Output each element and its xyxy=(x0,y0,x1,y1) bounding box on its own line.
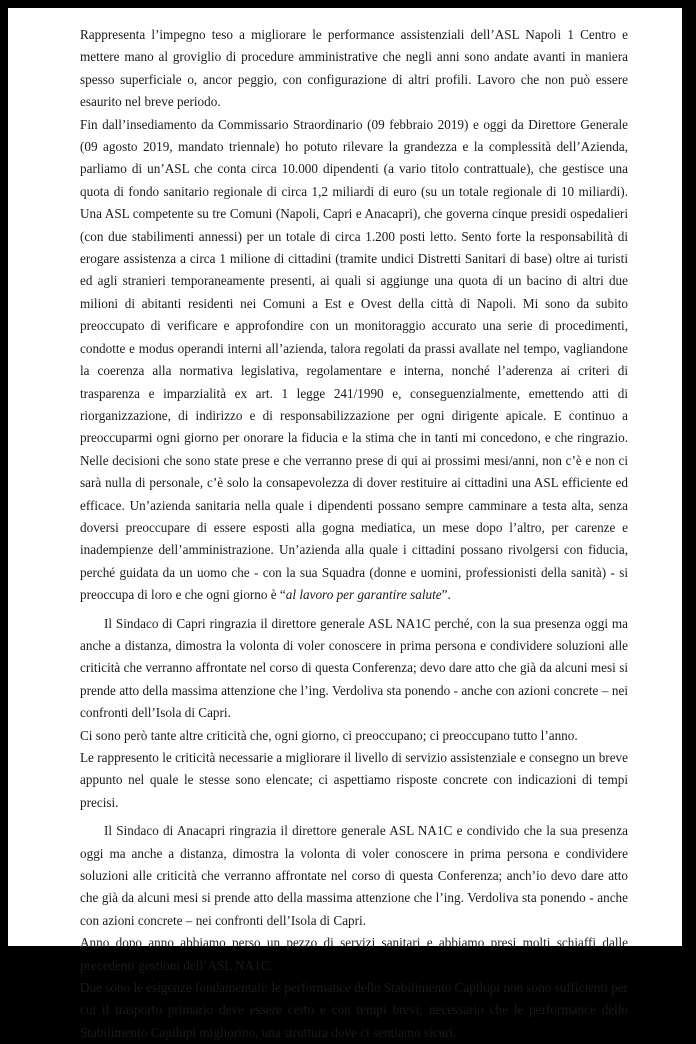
paragraph-sindaco-capri: Il Sindaco di Capri ringrazia il direttore generale ASL NA1C perché, con la sua presenza oggi ma anche a distanza, dimostra la volonta di voler conoscere in prima persona e condividere soluzioni alle criticità che verranno affrontate nel corso di questa Conferenza; devo dare atto che già da alcuni mesi si prende atto della massima attenzione che l’ing. Verdoliva sta ponendo - anche con azioni concrete – nei confronti dell’Isola di Capri. xyxy=(80,615,628,721)
document-body xyxy=(80,24,628,1044)
paragraph-sindaco-anacapri: Il Sindaco di Anacapri ringrazia il direttore generale ASL NA1C e condivido che la sua presenza oggi ma anche a distanza, dimostra la volonta di voler conoscere in prima persona e condividere soluzioni alle criticità che verranno affrontate nel corso di questa Conferenza; anch’io devo dare atto che già da alcuni mesi si prende atto della massima attenzione che l’ing. Verdoliva sta ponendo - anche con azioni concrete – nei confronti dell’Isola di Capri. xyxy=(80,823,628,928)
paragraph-insediamento xyxy=(80,114,628,607)
quote-emphasis: al lavoro per garantire salute xyxy=(285,587,442,603)
paragraph-rappresento: Le rappresento le criticità necessarie a migliorare il livello di servizio assistenziale e consegno un breve appunto nel quale le stesse sono elencate; ci aspettiamo risposte concrete con indicazioni di tempi precisi. xyxy=(80,750,628,810)
document-page xyxy=(8,8,682,1040)
quote-close: ”. xyxy=(441,587,451,603)
paragraph-intro: Rappresenta l’impegno teso a migliorare le performance assistenziali dell’ASL Napoli 1 Centro e mettere mano al groviglio di procedure amministrative che negli anni sono andate avanti in maniera spesso superficiale o, ancor peggio, con configurazione di altri profili. Lavoro che non può essere esaurito nel breve periodo. xyxy=(80,27,628,110)
paragraph-esigenze: Due sono le esigenze fondamentali: le performance dello Stabilimento Capilupi non sono sufficienti per cui il trasporto primario deve essere certo e con tempi brevi; necessario che le performance dello Stabilimento Capilupi migliorino, una struttura dove ci sentiamo sicuri. xyxy=(80,980,628,1040)
paragraph-insediamento-text: Fin dall’insediamento da Commissario Straordinario (09 febbraio 2019) e oggi da Direttore Generale (09 agosto 2019, mandato triennale) ho potuto rilevare la grandezza e la complessità dell’Azienda, parliamo di un’ASL che conta circa 10.000 dipendenti (a vario titolo contrattuale), che gestisce una quota di fondo sanitario regionale di circa 1,2 miliardi di euro (su un totale regionale di 10 miliardi). Una ASL competente su tre Comuni (Napoli, Capri e Anacapri), che governa cinque presidi ospedalieri (con due stabilimenti annessi) per un totale di circa 1.200 posti letto. Sento forte la responsabilità di erogare assistenza a circa 1 milione di cittadini (tramite undici Distretti Sanitari di base) oltre ai turisti ed agli stranieri temporaneamente presenti, ai quali si aggiunge una quota di un bacino di altri due milioni di abitanti residenti nei Comuni a Est e Ovest della città di Napoli. Mi sono da subito preoccupato di verificare e approfondire con un monitoraggio accurato una serie di procedimenti, condotte e modus operandi interni all’azienda, talora regolati da prassi avallate nel tempo, vagliandone la coerenza alla normativa legislativa, regolamentare e interna, nonché l’aderenza ai criteri di trasparenza e imparzialità ex art. 1 legge 241/1990 e, conseguenzialmente, emettendo atti di riorganizzazione, di indirizzo e di responsabilizzazione per ogni dirigente apicale. E continuo a preoccuparmi ogni giorno per onorare la fiducia e la stima che in tanti mi concedono, e che ringrazio. Nelle decisioni che sono state prese e che verranno prese di qui ai prossimi mesi/anni, non c’è e non ci sarà nulla di personale, c’è solo la consapevolezza di dover restituire ai cittadini una ASL efficiente ed efficace. Un’azienda sanitaria nella quale i dipendenti possano sempre camminare a testa alta, senza doversi preoccupare di essere esposti alla gogna mediatica, un mese dopo l’altro, per carenze e inadempienze dell’amministrazione. Un’azienda alla quale i cittadini possano rivolgersi con fiducia, perché guidata da un uomo che - con la sua Squadra (donne e uomini, professionisti della sanità) - si preoccupa di loro e che ogni giorno è “ xyxy=(80,116,628,603)
paragraph-anno-dopo-anno: Anno dopo anno abbiamo perso un pezzo di servizi sanitari e abbiamo presi molti schiaffi dalle precedenti gestioni dell’ASL NA1C. xyxy=(80,935,628,973)
paragraph-criticita: Ci sono però tante altre criticità che, ogni giorno, ci preoccupano; ci preoccupano tutto l’anno. xyxy=(80,727,578,743)
